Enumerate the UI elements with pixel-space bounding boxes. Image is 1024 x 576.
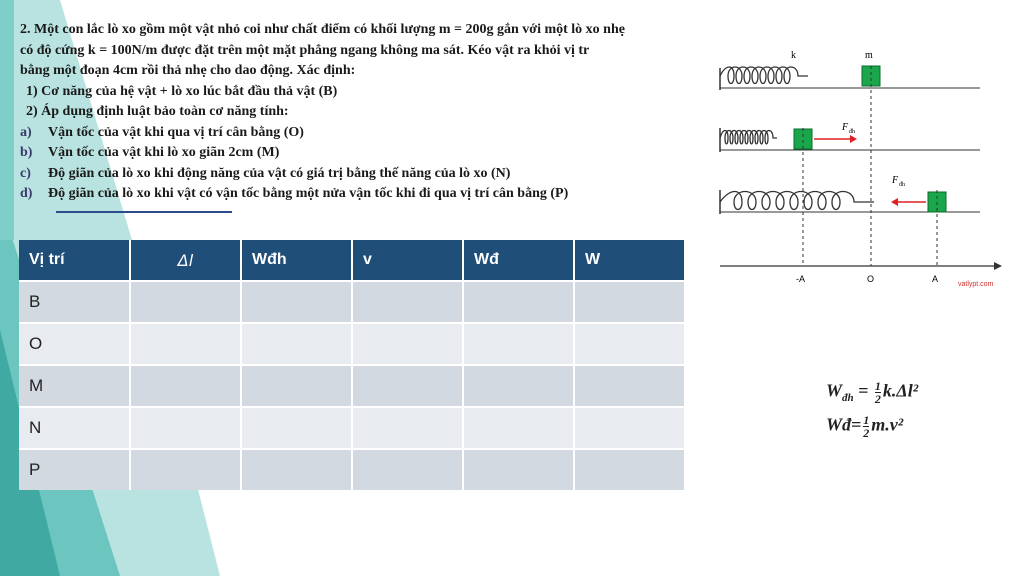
formula-equals: = [858,380,869,401]
formula-lhs: Wđ [826,414,852,435]
table-cell[interactable] [130,365,241,407]
spring-label: k [791,50,796,61]
subquestion-text: Độ giãn của lò xo khi động năng của vật có giá trị bằng thế năng của lò xo (N) [48,165,511,181]
table-cell[interactable] [463,449,574,490]
force-label: F [842,122,849,133]
numerator: 1 [863,413,870,427]
table-cell[interactable] [574,323,685,365]
subquestion-label: a) [20,124,32,140]
table-cell[interactable] [352,449,463,490]
table-header-row [19,240,685,281]
table-cell[interactable] [352,323,463,365]
table-row [19,323,685,365]
subquestion-label: c) [20,165,31,181]
table-cell[interactable] [241,281,352,323]
subquestion-label: d) [20,186,33,201]
table-cell[interactable] [352,281,463,323]
header-wd: Wđ [463,240,574,281]
formula-rhs: m.v² [871,414,904,435]
formula-subscript: đh [842,392,854,405]
question-1: 1) Cơ năng của hệ vật + lò xo lúc bắt đầu thả vật (B) [26,83,338,99]
table-cell[interactable] [463,281,574,323]
table-cell[interactable] [130,323,241,365]
denominator: 2 [874,392,881,406]
table-row [19,449,685,490]
table-cell[interactable] [241,449,352,490]
answer-table [19,240,686,490]
axis-label-o: O [867,274,875,284]
underline-accent [56,211,232,213]
row-label: O [19,323,130,365]
spring-diagram [712,40,1012,300]
formula-kinetic-energy [826,414,903,439]
header-v: v [352,240,463,281]
row-label: B [19,281,130,323]
fraction [863,414,869,439]
watermark: vatlypt.com [958,281,994,288]
table-cell[interactable] [241,365,352,407]
subquestion-text: Độ giãn của lò xo khi vật có vận tốc bằng một nửa vận tốc khi đi qua vị trí cân bằng (P) [48,186,569,201]
row-label: P [19,449,130,490]
subquestion-text: Vận tốc của vật khi lò xo giãn 2cm (M) [48,145,280,160]
table-cell[interactable] [574,449,685,490]
table-cell[interactable] [241,407,352,449]
table-cell[interactable] [130,407,241,449]
numerator: 1 [874,379,881,393]
spring-compressed [720,131,777,145]
axis-label-a: A [932,274,939,284]
subquestion-label: b) [20,145,33,160]
formula-rhs: k.Δl² [882,380,919,401]
header-w: W [574,240,685,281]
row-label: N [19,407,130,449]
fraction [875,380,881,405]
force-subscript: đh [849,129,855,135]
problem-line-2: có độ cứng k = 100N/m được đặt trên một mặt phẳng ngang không ma sát. Kéo vật ra khỏi vị tr [20,42,590,58]
table-cell[interactable] [130,449,241,490]
denominator: 2 [863,426,870,440]
spring-rest [720,67,808,84]
row-label: M [19,365,130,407]
formula-elastic-energy [826,380,918,405]
table-row [19,407,685,449]
problem-line-1: 2. Một con lắc lò xo gồm một vật nhỏ coi như chất điểm có khối lượng m = 200g gắn với một lò xo nhẹ [20,22,625,37]
table-cell[interactable] [574,365,685,407]
table-row [19,365,685,407]
subquestion-b [20,143,760,164]
table-cell[interactable] [463,407,574,449]
spring-stretched [720,192,874,210]
table-cell[interactable] [463,365,574,407]
header-position: Vị trí [19,240,130,281]
problem-text [20,20,760,205]
formula-equals: = [851,414,862,435]
force-label: F [892,175,899,186]
subquestion-c [20,164,760,185]
table-cell[interactable] [241,323,352,365]
subquestion-d [20,184,760,205]
table-cell[interactable] [574,281,685,323]
table-row [19,281,685,323]
table-cell[interactable] [352,365,463,407]
header-delta-l: Δl [130,240,241,281]
table-cell[interactable] [352,407,463,449]
subquestion-a [20,123,760,144]
header-wdh: Wđh [241,240,352,281]
axis-label-minus-a: -A [796,274,805,284]
table-cell[interactable] [130,281,241,323]
table-cell[interactable] [463,323,574,365]
table-cell[interactable] [574,407,685,449]
formula-lhs: W [826,380,843,401]
force-subscript: đh [899,182,905,188]
problem-line-3: bằng một đoạn 4cm rồi thả nhẹ cho dao động. Xác định: [20,63,356,78]
question-2: 2) Áp dụng định luật bảo toàn cơ năng tính: [26,104,289,119]
subquestion-text: Vận tốc của vật khi qua vị trí cân bằng (O) [48,124,304,140]
mass-label: m [865,50,873,61]
